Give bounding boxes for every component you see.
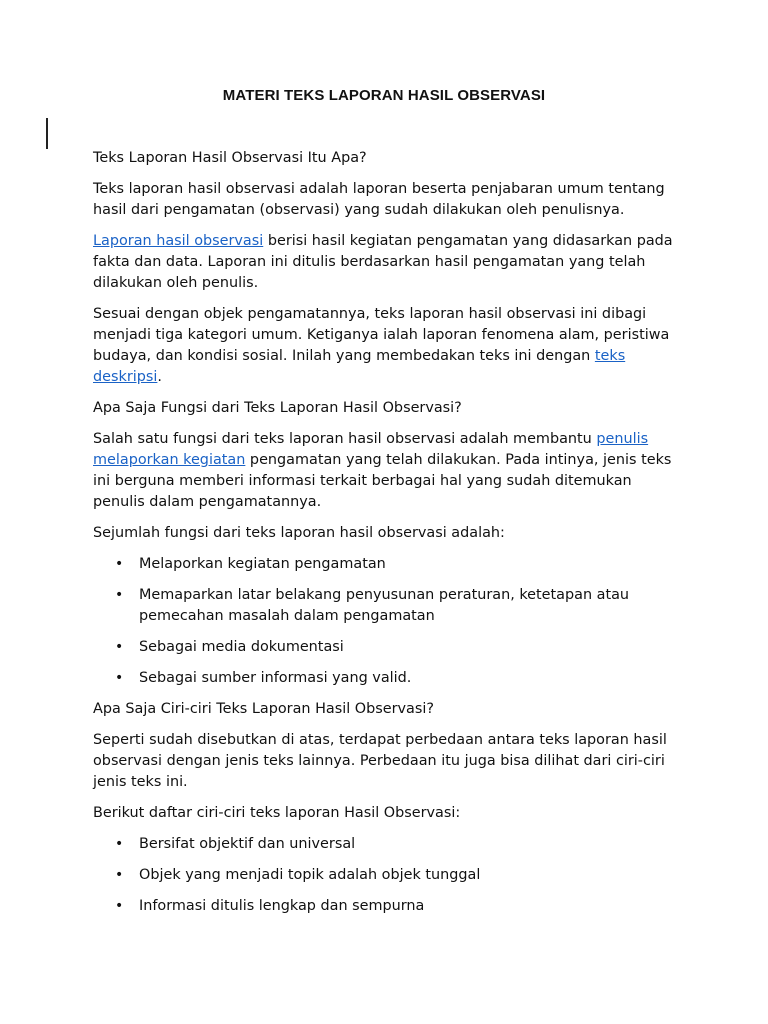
link-laporan-hasil-observasi[interactable]: Laporan hasil observasi	[93, 233, 264, 249]
list-item: • Memaparkan latar belakang penyusunan peraturan, ketetapan atau pemecahan masalah dalam pengamatan	[115, 587, 630, 624]
bullet-icon: •	[115, 639, 124, 655]
list-item: • Bersifat objektif dan universal	[93, 834, 683, 855]
paragraph-ciri-intro: Berikut daftar ciri-ciri teks laporan Hasil Observasi:	[93, 805, 461, 821]
list-item: • Sebagai media dokumentasi	[93, 637, 683, 658]
list-item: • Informasi ditulis lengkap dan sempurna	[93, 896, 683, 917]
bullet-icon: •	[115, 556, 124, 572]
document-title: MATERI TEKS LAPORAN HASIL OBSERVASI	[222, 87, 546, 104]
paragraph-fungsi	[93, 429, 683, 513]
link-penulis-melaporkan-kegiatan[interactable]: penulis melaporkan kegiatan	[93, 431, 649, 468]
list-item: • Melaporkan kegiatan pengamatan	[93, 554, 683, 575]
paragraph-kategori	[93, 304, 683, 388]
paragraph-isi	[93, 231, 683, 294]
paragraph-fungsi-rest: pengamatan yang telah dilakukan. Pada intinya, jenis teks ini berguna memberi informasi terkait berbagai hal yang sudah ditemukan penulis dalam pengamatannya.	[93, 452, 672, 510]
link-teks-deskripsi[interactable]: teks deskripsi	[93, 348, 626, 385]
text-cursor	[46, 118, 48, 149]
bullet-icon: •	[115, 898, 124, 914]
heading-fungsi: Apa Saja Fungsi dari Teks Laporan Hasil Observasi?	[93, 400, 462, 416]
list-item: • Objek yang menjadi topik adalah objek tunggal	[93, 865, 683, 886]
list-fungsi	[93, 554, 683, 689]
paragraph-fungsi-text: Salah satu fungsi dari teks laporan hasil observasi adalah membantu	[93, 431, 597, 447]
paragraph-perbedaan: Seperti sudah disebutkan di atas, terdapat perbedaan antara teks laporan hasil observasi dengan jenis teks lainnya. Perbedaan itu juga bisa dilihat dari ciri-ciri jenis teks ini.	[93, 732, 667, 790]
paragraph-fungsi-intro: Sejumlah fungsi dari teks laporan hasil observasi adalah:	[93, 525, 505, 541]
list-item: • Sebagai sumber informasi yang valid.	[93, 668, 683, 689]
bullet-icon: •	[115, 670, 124, 686]
bullet-icon: •	[115, 867, 124, 883]
paragraph-definisi: Teks laporan hasil observasi adalah laporan beserta penjabaran umum tentang hasil dari pengamatan (observasi) yang sudah dilakukan oleh penulisnya.	[93, 181, 665, 218]
paragraph-isi-text: berisi hasil kegiatan pengamatan yang didasarkan pada fakta dan data. Laporan ini ditulis berdasarkan hasil pengamatan yang telah dilakukan oleh penulis.	[93, 233, 673, 291]
list-ciri	[93, 834, 683, 917]
document-body	[93, 148, 683, 927]
heading-ciri: Apa Saja Ciri-ciri Teks Laporan Hasil Observasi?	[93, 701, 434, 717]
heading-pengertian: Teks Laporan Hasil Observasi Itu Apa?	[93, 150, 367, 166]
paragraph-kategori-end: .	[157, 369, 162, 385]
paragraph-kategori-text: Sesuai dengan objek pengamatannya, teks laporan hasil observasi ini dibagi menjadi tiga kategori umum. Ketiganya ialah laporan fenomena alam, peristiwa budaya, dan kondisi sosial. Inilah yang membedakan teks ini dengan	[93, 306, 670, 364]
bullet-icon: •	[115, 587, 124, 603]
bullet-icon: •	[115, 836, 124, 852]
